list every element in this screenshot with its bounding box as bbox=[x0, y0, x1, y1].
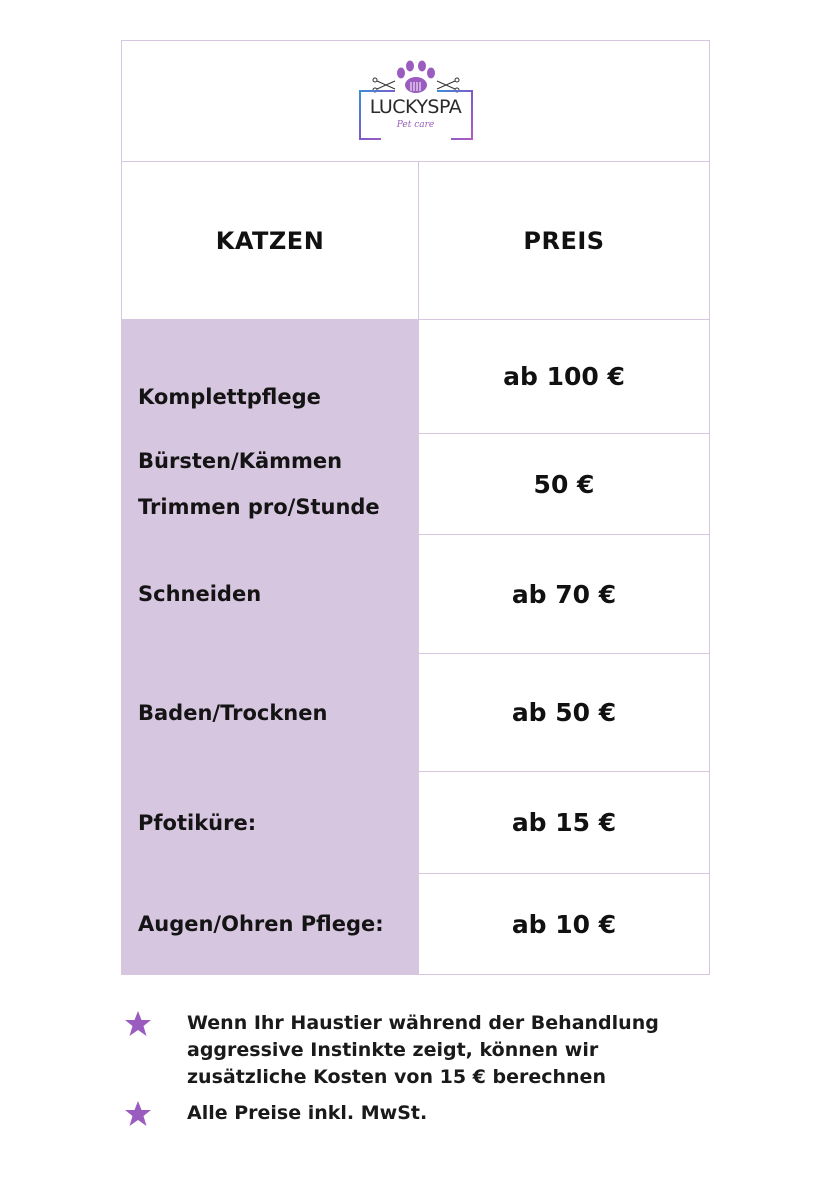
column-header-category: KATZEN bbox=[122, 162, 419, 320]
service-label: Augen/Ohren Pflege: bbox=[138, 912, 384, 936]
service-label: Komplettpflege bbox=[138, 385, 321, 409]
price-table bbox=[121, 40, 710, 975]
note-line: zusätzliche Kosten von 15 € berechnen bbox=[187, 1066, 606, 1088]
table-row bbox=[122, 874, 710, 975]
service-label: Trimmen pro/Stunde bbox=[138, 495, 380, 519]
logo-row bbox=[122, 41, 710, 162]
price-cell: ab 10 € bbox=[419, 874, 710, 975]
service-cell bbox=[122, 772, 419, 874]
brand-tagline: Pet care bbox=[396, 120, 435, 130]
column-header-price: PREIS bbox=[419, 162, 710, 320]
price-cell: ab 15 € bbox=[419, 772, 710, 874]
service-label: Bürsten/Kämmen bbox=[138, 449, 343, 473]
paw-icon bbox=[397, 61, 435, 94]
notes-list bbox=[124, 1010, 684, 1136]
note-line: Wenn Ihr Haustier während der Behandlung bbox=[187, 1012, 659, 1034]
note-line: aggressive Instinkte zeigt, können wir bbox=[187, 1039, 599, 1061]
service-cell bbox=[122, 874, 419, 975]
note-item bbox=[124, 1100, 684, 1127]
service-cell bbox=[122, 654, 419, 772]
table-row bbox=[122, 654, 710, 772]
table-row bbox=[122, 535, 710, 654]
service-cell bbox=[122, 535, 419, 654]
price-cell: ab 50 € bbox=[419, 654, 710, 772]
service-label: Baden/Trocknen bbox=[138, 700, 328, 725]
service-label: Pfotiküre: bbox=[138, 810, 257, 835]
service-cell bbox=[122, 434, 419, 535]
star-icon bbox=[124, 1100, 152, 1127]
price-cell: 50 € bbox=[419, 434, 710, 535]
service-cell bbox=[122, 320, 419, 434]
table-row bbox=[122, 434, 710, 535]
star-icon bbox=[124, 1010, 152, 1037]
table-row bbox=[122, 320, 710, 434]
table-row bbox=[122, 772, 710, 874]
brand-name: LUCKYSPA bbox=[369, 96, 462, 118]
service-label: Schneiden bbox=[138, 582, 262, 606]
header-row bbox=[122, 162, 710, 320]
note-line: Alle Preise inkl. MwSt. bbox=[187, 1102, 428, 1124]
note-item bbox=[124, 1010, 684, 1091]
logo-cell bbox=[122, 41, 710, 162]
brand-logo bbox=[351, 49, 481, 149]
price-cell: ab 100 € bbox=[419, 320, 710, 434]
price-cell: ab 70 € bbox=[419, 535, 710, 654]
